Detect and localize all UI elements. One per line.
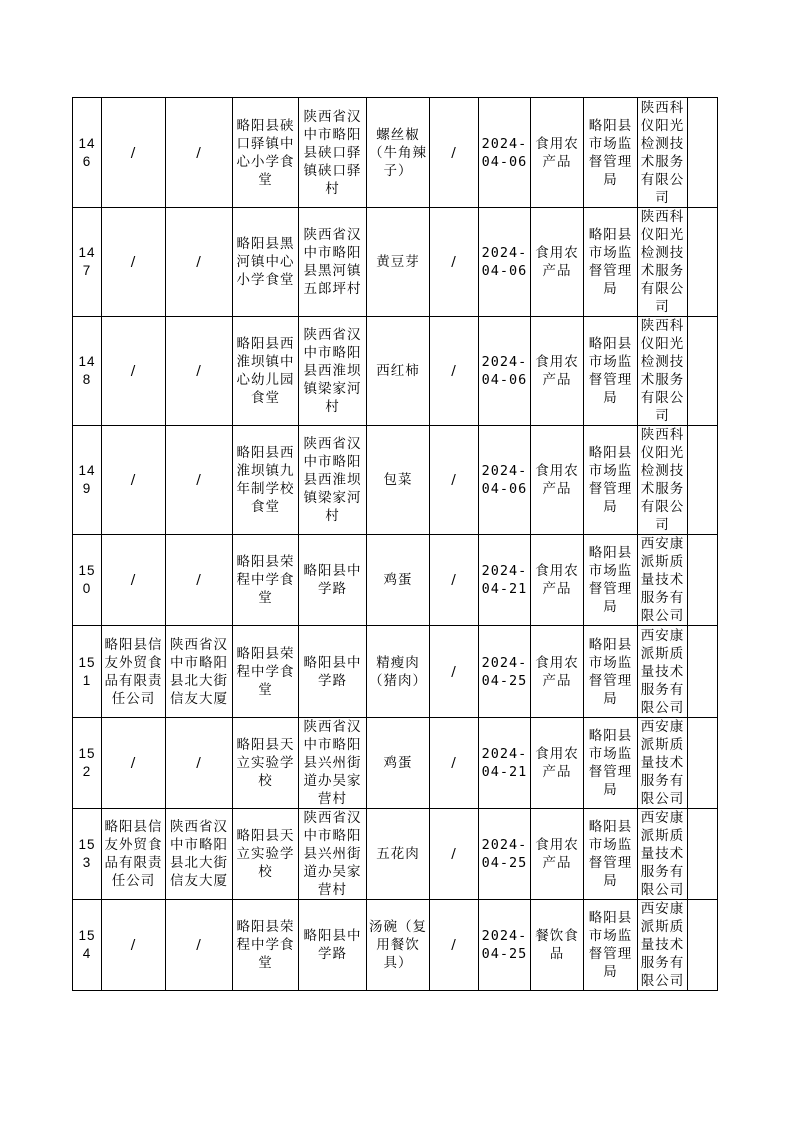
cell-row-number: 147	[73, 208, 102, 317]
cell-food-category: 食用农产品	[531, 426, 584, 535]
cell-specification: /	[430, 98, 479, 208]
cell-specification: /	[430, 809, 479, 900]
table-body	[73, 98, 718, 991]
cell-sampled-address: 陕西省汉中市略阳县西淮坝镇梁家河村	[299, 317, 367, 426]
cell-sample-name: 黄豆芽	[367, 208, 430, 317]
cell-remark	[688, 317, 718, 426]
cell-sampled-unit: 略阳县硖口驿镇中心小学食堂	[233, 98, 299, 208]
cell-producer-address: 陕西省汉中市略阳县北大街信友大厦	[166, 809, 233, 900]
cell-producer-name: /	[102, 535, 166, 626]
cell-remark	[688, 426, 718, 535]
table-row	[73, 718, 718, 809]
cell-sampled-unit: 略阳县天立实验学校	[233, 718, 299, 809]
table-row	[73, 535, 718, 626]
cell-sampled-address: 陕西省汉中市略阳县硖口驿镇硖口驿村	[299, 98, 367, 208]
cell-production-date: 2024-04-25	[479, 900, 531, 991]
cell-task-source: 略阳县市场监督管理局	[584, 718, 638, 809]
cell-specification: /	[430, 317, 479, 426]
cell-producer-name: /	[102, 98, 166, 208]
cell-production-date: 2024-04-06	[479, 317, 531, 426]
cell-food-category: 食用农产品	[531, 809, 584, 900]
cell-remark	[688, 98, 718, 208]
cell-production-date: 2024-04-25	[479, 809, 531, 900]
cell-producer-address: /	[166, 208, 233, 317]
cell-sampled-unit: 略阳县西淮坝镇九年制学校食堂	[233, 426, 299, 535]
cell-sample-name: 西红柿	[367, 317, 430, 426]
cell-sample-name: 五花肉	[367, 809, 430, 900]
cell-production-date: 2024-04-21	[479, 718, 531, 809]
cell-producer-address: /	[166, 535, 233, 626]
cell-testing-organization: 陕西科仪阳光检测技术服务有限公司	[638, 208, 688, 317]
cell-production-date: 2024-04-06	[479, 426, 531, 535]
cell-food-category: 餐饮食品	[531, 900, 584, 991]
cell-sampled-address: 陕西省汉中市略阳县兴州街道办吴家营村	[299, 809, 367, 900]
cell-sampled-address: 陕西省汉中市略阳县兴州街道办吴家营村	[299, 718, 367, 809]
cell-food-category: 食用农产品	[531, 208, 584, 317]
cell-testing-organization: 西安康派斯质量技术服务有限公司	[638, 809, 688, 900]
cell-production-date: 2024-04-06	[479, 208, 531, 317]
cell-testing-organization: 西安康派斯质量技术服务有限公司	[638, 900, 688, 991]
cell-sample-name: 包菜	[367, 426, 430, 535]
cell-row-number: 146	[73, 98, 102, 208]
cell-remark	[688, 900, 718, 991]
sampling-table	[72, 97, 718, 991]
cell-task-source: 略阳县市场监督管理局	[584, 98, 638, 208]
cell-producer-name: /	[102, 718, 166, 809]
cell-row-number: 148	[73, 317, 102, 426]
table-row	[73, 208, 718, 317]
cell-sample-name: 鸡蛋	[367, 718, 430, 809]
cell-specification: /	[430, 900, 479, 991]
cell-sampled-unit: 略阳县黑河镇中心小学食堂	[233, 208, 299, 317]
cell-sampled-unit: 略阳县荣程中学食堂	[233, 626, 299, 718]
cell-task-source: 略阳县市场监督管理局	[584, 208, 638, 317]
cell-sampled-unit: 略阳县天立实验学校	[233, 809, 299, 900]
table-row	[73, 98, 718, 208]
cell-task-source: 略阳县市场监督管理局	[584, 535, 638, 626]
cell-sampled-unit: 略阳县西淮坝镇中心幼儿园食堂	[233, 317, 299, 426]
cell-sample-name: 汤碗（复用餐饮具）	[367, 900, 430, 991]
cell-sample-name: 鸡蛋	[367, 535, 430, 626]
cell-row-number: 154	[73, 900, 102, 991]
cell-specification: /	[430, 426, 479, 535]
cell-testing-organization: 西安康派斯质量技术服务有限公司	[638, 535, 688, 626]
cell-specification: /	[430, 208, 479, 317]
cell-remark	[688, 535, 718, 626]
cell-sample-name: 精瘦肉（猪肉）	[367, 626, 430, 718]
cell-row-number: 152	[73, 718, 102, 809]
cell-producer-address: /	[166, 426, 233, 535]
table-row	[73, 809, 718, 900]
cell-sampled-unit: 略阳县荣程中学食堂	[233, 535, 299, 626]
table-row	[73, 426, 718, 535]
cell-testing-organization: 西安康派斯质量技术服务有限公司	[638, 718, 688, 809]
cell-remark	[688, 718, 718, 809]
cell-sampled-address: 略阳县中学路	[299, 900, 367, 991]
cell-food-category: 食用农产品	[531, 626, 584, 718]
cell-specification: /	[430, 626, 479, 718]
cell-testing-organization: 陕西科仪阳光检测技术服务有限公司	[638, 317, 688, 426]
cell-sampled-address: 陕西省汉中市略阳县西淮坝镇梁家河村	[299, 426, 367, 535]
cell-testing-organization: 西安康派斯质量技术服务有限公司	[638, 626, 688, 718]
cell-testing-organization: 陕西科仪阳光检测技术服务有限公司	[638, 98, 688, 208]
cell-producer-address: /	[166, 317, 233, 426]
cell-producer-address: 陕西省汉中市略阳县北大街信友大厦	[166, 626, 233, 718]
cell-food-category: 食用农产品	[531, 718, 584, 809]
cell-row-number: 150	[73, 535, 102, 626]
cell-sampled-address: 略阳县中学路	[299, 535, 367, 626]
cell-production-date: 2024-04-21	[479, 535, 531, 626]
cell-producer-name: /	[102, 426, 166, 535]
cell-specification: /	[430, 535, 479, 626]
cell-row-number: 149	[73, 426, 102, 535]
cell-producer-name: 略阳县信友外贸食品有限责任公司	[102, 626, 166, 718]
cell-task-source: 略阳县市场监督管理局	[584, 900, 638, 991]
cell-row-number: 151	[73, 626, 102, 718]
cell-sample-name: 螺丝椒（牛角辣子）	[367, 98, 430, 208]
cell-remark	[688, 809, 718, 900]
cell-sampled-unit: 略阳县荣程中学食堂	[233, 900, 299, 991]
cell-remark	[688, 626, 718, 718]
cell-production-date: 2024-04-06	[479, 98, 531, 208]
cell-testing-organization: 陕西科仪阳光检测技术服务有限公司	[638, 426, 688, 535]
cell-task-source: 略阳县市场监督管理局	[584, 317, 638, 426]
cell-food-category: 食用农产品	[531, 98, 584, 208]
cell-production-date: 2024-04-25	[479, 626, 531, 718]
cell-food-category: 食用农产品	[531, 317, 584, 426]
cell-sampled-address: 略阳县中学路	[299, 626, 367, 718]
cell-producer-address: /	[166, 900, 233, 991]
cell-remark	[688, 208, 718, 317]
table-row	[73, 626, 718, 718]
cell-producer-name: /	[102, 208, 166, 317]
cell-task-source: 略阳县市场监督管理局	[584, 426, 638, 535]
cell-task-source: 略阳县市场监督管理局	[584, 809, 638, 900]
cell-food-category: 食用农产品	[531, 535, 584, 626]
cell-producer-address: /	[166, 718, 233, 809]
cell-producer-name: /	[102, 900, 166, 991]
cell-row-number: 153	[73, 809, 102, 900]
cell-producer-name: 略阳县信友外贸食品有限责任公司	[102, 809, 166, 900]
cell-producer-address: /	[166, 98, 233, 208]
cell-specification: /	[430, 718, 479, 809]
cell-task-source: 略阳县市场监督管理局	[584, 626, 638, 718]
table-row	[73, 317, 718, 426]
cell-sampled-address: 陕西省汉中市略阳县黑河镇五郎坪村	[299, 208, 367, 317]
cell-producer-name: /	[102, 317, 166, 426]
table-row	[73, 900, 718, 991]
